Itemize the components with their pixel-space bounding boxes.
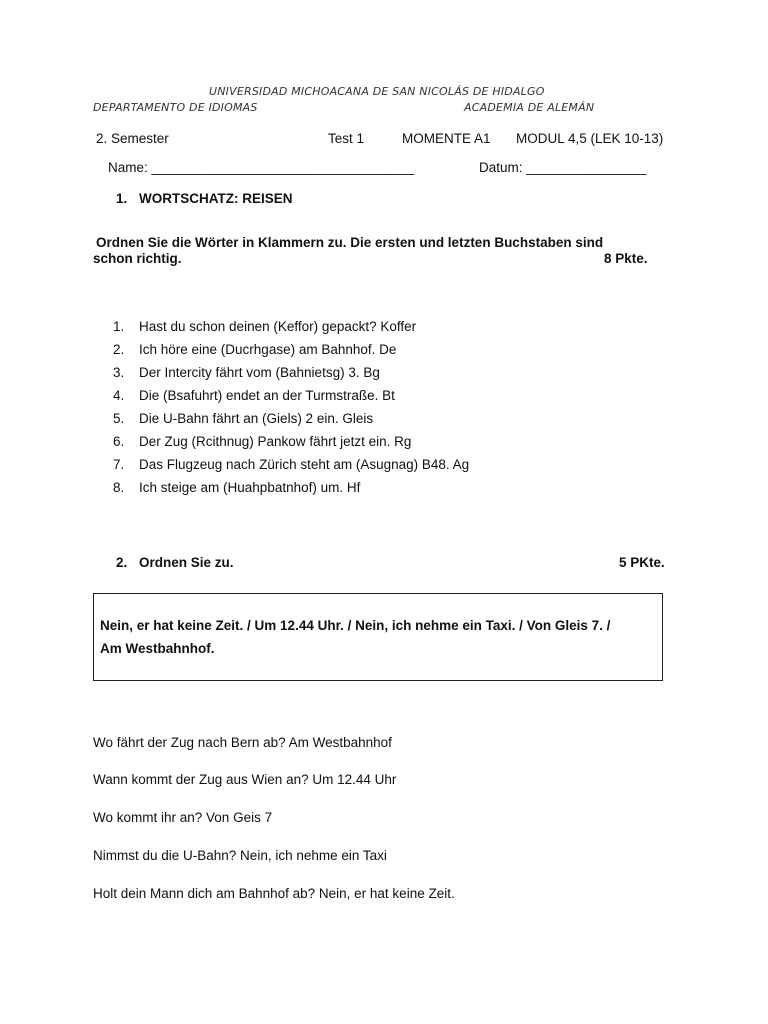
item-text: Hast du schon deinen (Keffor) gepackt? Koffer [139, 319, 417, 334]
academy-name: ACADEMIA DE ALEMÁN [464, 101, 595, 114]
book-label: MOMENTE A1 [402, 131, 491, 146]
item-number: 4. [113, 388, 125, 403]
list-item [113, 318, 469, 341]
section2-title: Ordnen Sie zu. [139, 555, 234, 570]
item-text: Der Intercity fährt vom (Bahnietsg) 3. Bg [139, 365, 380, 380]
name-field: Name: ___________________________________ [108, 160, 415, 175]
list-item [113, 387, 469, 410]
item-number: 6. [113, 434, 125, 449]
list-item [113, 341, 469, 364]
answer-options-line1: Nein, er hat keine Zeit. / Um 12.44 Uhr. / Nein, ich nehme ein Taxi. / Von Gleis 7. / [100, 618, 611, 633]
semester-label: 2. Semester [96, 131, 169, 146]
module-label: MODUL 4,5 (LEK 10-13) [516, 131, 664, 146]
answer-options-line2: Am Westbahnhof. [100, 641, 215, 656]
answer-line: Wann kommt der Zug aus Wien an? Um 12.44 Uhr [93, 772, 397, 787]
date-field: Datum: ________________ [479, 160, 647, 175]
item-number: 8. [113, 480, 125, 495]
item-number: 7. [113, 457, 125, 472]
item-text: Ich höre eine (Ducrhgase) am Bahnhof. De [139, 342, 397, 357]
section1-instruction-line2: schon richtig. [93, 251, 182, 266]
item-number: 5. [113, 411, 125, 426]
item-text: Ich steige am (Huahpbatnhof) um. Hf [139, 480, 361, 495]
answer-line: Nimmst du die U-Bahn? Nein, ich nehme ein Taxi [93, 848, 387, 863]
list-item [113, 410, 469, 433]
section2-number: 2. [116, 555, 128, 570]
item-text: Der Zug (Rcithnug) Pankow fährt jetzt ein. Rg [139, 434, 412, 449]
list-item [113, 364, 469, 387]
list-item [113, 479, 469, 502]
section1-points: 8 Pkte. [604, 251, 648, 266]
answer-line: Wo kommt ihr an? Von Geis 7 [93, 810, 273, 825]
section1-instruction-line1: Ordnen Sie die Wörter in Klammern zu. Die ersten und letzten Buchstaben sind [96, 235, 604, 250]
item-number: 2. [113, 342, 125, 357]
exercise-list [113, 318, 469, 502]
answer-line: Wo fährt der Zug nach Bern ab? Am Westbahnhof [93, 735, 392, 750]
item-text: Das Flugzeug nach Zürich steht am (Asugnag) B48. Ag [139, 457, 470, 472]
answer-options-box [93, 593, 663, 681]
item-text: Die U-Bahn fährt an (Giels) 2 ein. Gleis [139, 411, 374, 426]
list-item [113, 456, 469, 479]
section1-title: WORTSCHATZ: REISEN [139, 191, 293, 206]
department-name: DEPARTAMENTO DE IDIOMAS [93, 101, 258, 114]
section2-points: 5 PKte. [619, 555, 665, 570]
test-label: Test 1 [328, 131, 365, 146]
item-text: Die (Bsafuhrt) endet an der Turmstraße. Bt [139, 388, 395, 403]
answer-line: Holt dein Mann dich am Bahnhof ab? Nein, er hat keine Zeit. [93, 886, 455, 901]
section1-number: 1. [116, 191, 128, 206]
item-number: 3. [113, 365, 125, 380]
item-number: 1. [113, 319, 125, 334]
university-name: UNIVERSIDAD MICHOACANA DE SAN NICOLÁS DE HIDALGO [209, 85, 545, 98]
list-item [113, 433, 469, 456]
